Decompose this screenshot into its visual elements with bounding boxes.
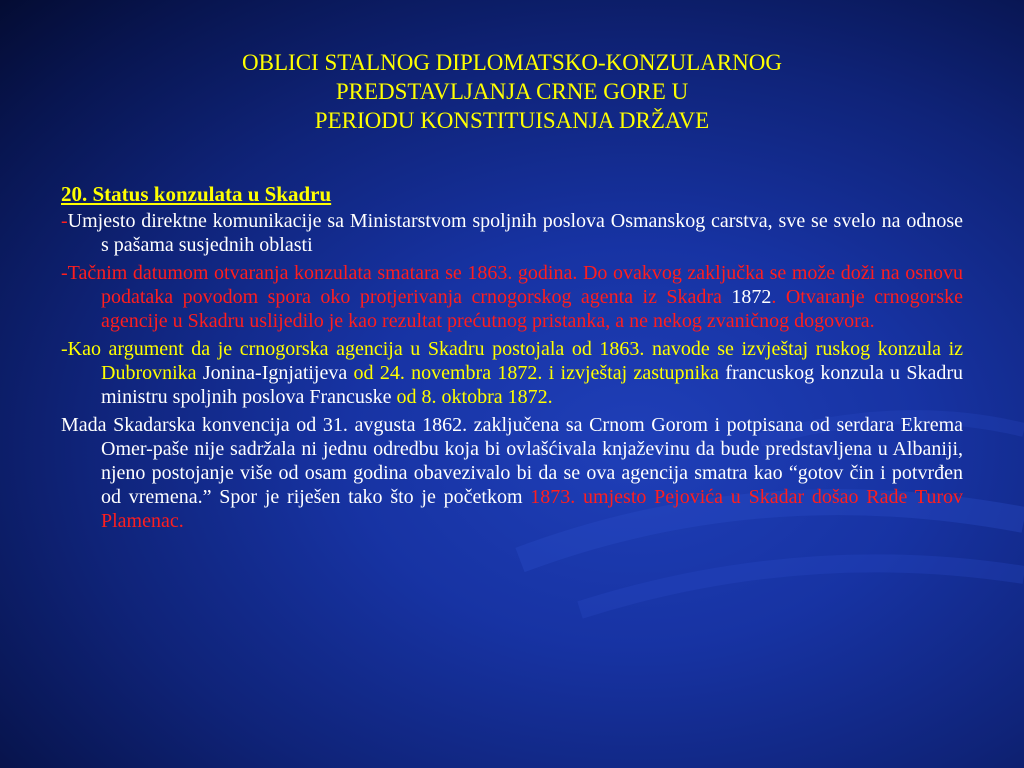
paragraph-1-dash: - xyxy=(61,210,68,232)
section-heading: 20. Status konzulata u Skadru xyxy=(61,182,332,206)
paragraph-1 xyxy=(61,209,963,257)
paragraph-2-text-a: -Tačnim datumom otvaranja konzulata smatara se 1863. godina. Do ovakvog zaključka se može doži na osnovu podataka povodom spora oko protjerivanja crnogorskog agenta iz Skadra xyxy=(61,262,963,308)
paragraph-4-text-a: Mada Skadarska konvencija od 31. avgusta 1862. zaključena sa Crnom Gorom i potpisana od serdara Ekrema Omer-paše nije sadržala ni jednu odredbu koja bi ovlašćivala knjaževinu da bude predstavljena u Albaniji, njeno postojanje više od osam godina obavezivalo bi da se ova agencija smatra kao “gotov čin i potvrđen od vremena.” Spor je riješen tako što je početkom xyxy=(61,414,963,508)
paragraph-3-text-b: od 24. novembra 1872. i izvještaj zastupnika xyxy=(353,362,726,384)
slide-title-line-1: OBLICI STALNOG DIPLOMATSKO-KONZULARNOG xyxy=(242,50,782,75)
paragraph-3-text-a: -Kao argument da je crnogorska agencija u Skadru postojala od 1863. navode se izvještaj ruskog konzula iz Dubrovnika xyxy=(61,338,963,384)
paragraph-4-text-b: 1873. umjesto Pejovića u Skadar došao Rade Turov Plamenac. xyxy=(101,486,963,532)
paragraph-4 xyxy=(61,413,963,533)
slide-title-line-2: PREDSTAVLJANJA CRNE GORE U xyxy=(335,79,689,104)
paragraph-3-text-c: francuskog konzula u Skadru ministru spoljnih poslova Francuske xyxy=(101,362,963,408)
slide-title xyxy=(100,48,924,135)
paragraph-2 xyxy=(61,261,963,333)
paragraph-3-date: od 8. oktobra 1872. xyxy=(396,386,553,408)
slide-body xyxy=(61,181,963,537)
paragraph-3 xyxy=(61,337,963,409)
paragraph-2-year: 1872 xyxy=(731,286,772,308)
paragraph-1-text: Umjesto direktne komunikacije sa Ministarstvom spoljnih poslova Osmanskog carstva, sve se svelo na odnose s pašama susjednih oblasti xyxy=(67,210,963,256)
paragraph-2-text-b: . Otvaranje crnogorske agencije u Skadru uslijedilo je kao rezultat prećutnog pristanka, a ne nekog zvaničnog dogovora. xyxy=(101,286,963,332)
slide-title-line-3: PERIODU KONSTITUISANJA DRŽAVE xyxy=(314,108,710,133)
paragraph-3-name: Jonina-Ignjatijeva xyxy=(202,362,354,384)
